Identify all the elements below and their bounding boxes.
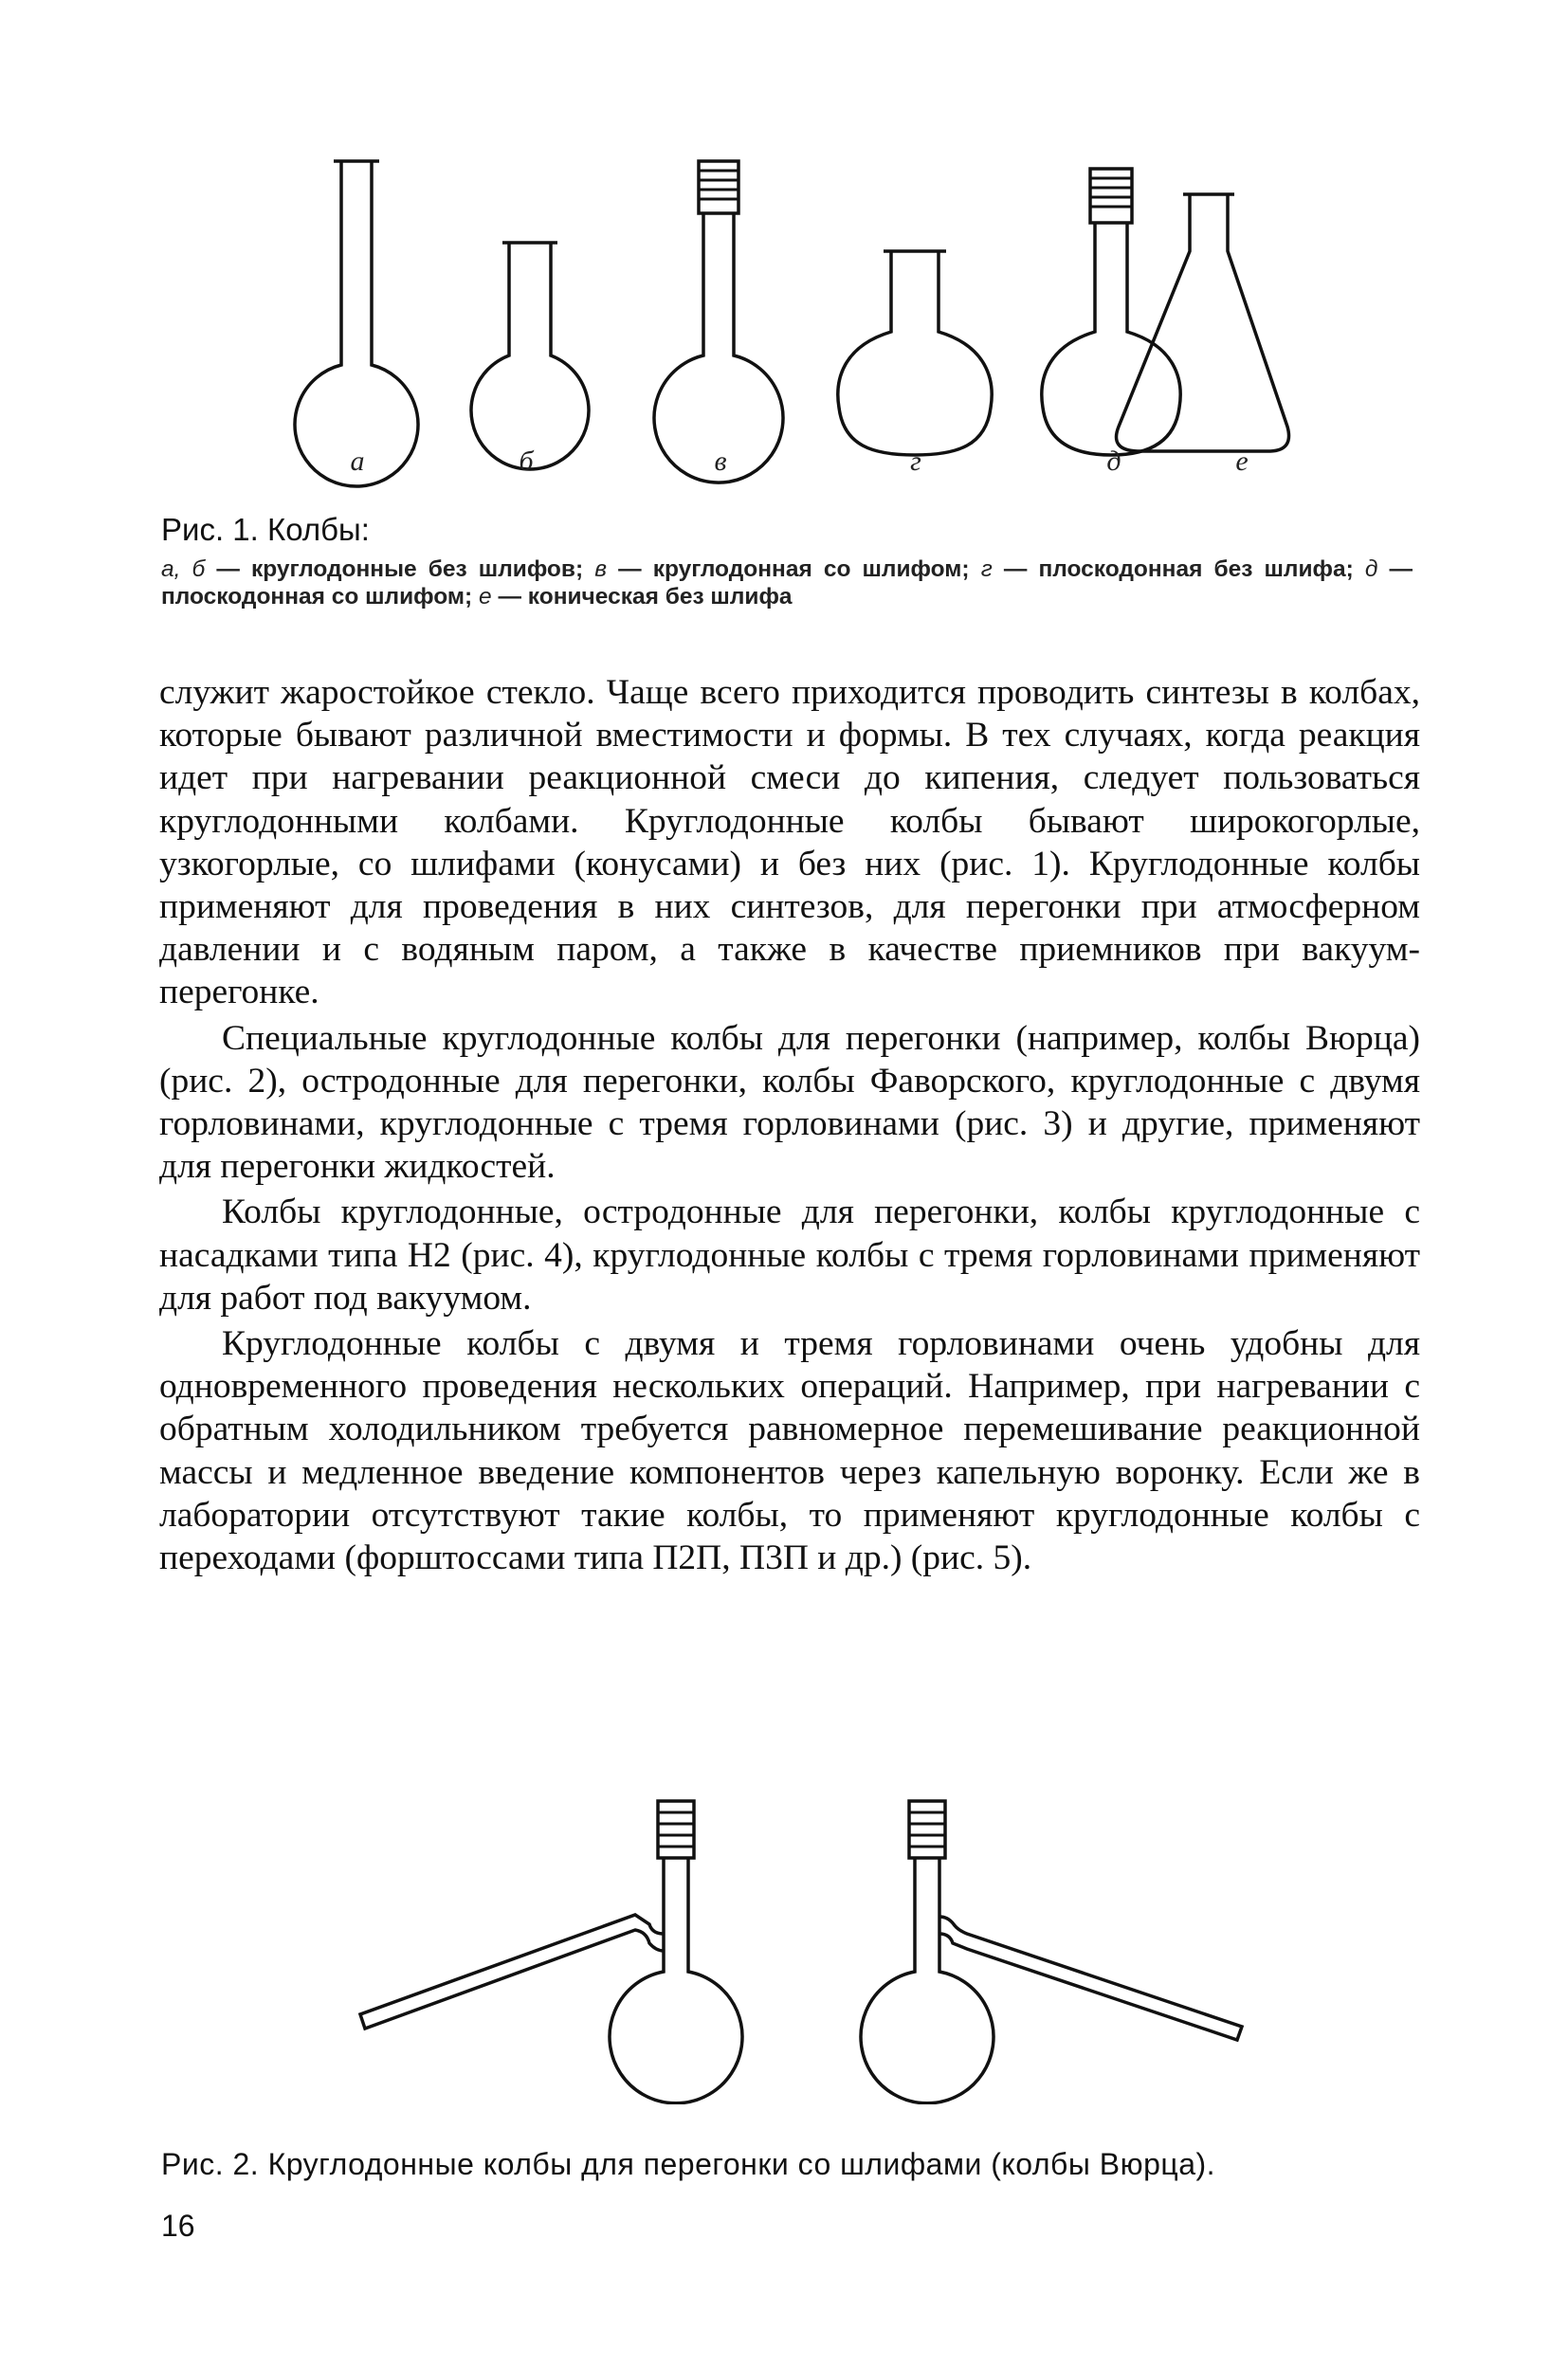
legend-key: д <box>1364 556 1378 582</box>
figure-1-label-d: д <box>1106 446 1121 477</box>
figure-1-label-a: а <box>350 446 365 477</box>
legend-key: г <box>980 556 993 582</box>
legend-text: — круглодонные без шлифов; <box>205 556 595 582</box>
figure-1-flasks <box>284 142 1327 493</box>
paragraph: Круглодонные колбы с двумя и тремя горловинами очень удобны для одновременного проведения нескольких операций. Например, при нагревании с обратным холодильником требуется равномерное перемешивание реакционной массы и медленное введение компонентов через капельную воронку. Если же в лаборатории отсутствуют такие колбы, то применяют круглодонные колбы с переходами (форштоссами типа П2П, П3П и др.) (рис. 5). <box>159 1324 1420 1578</box>
legend-text: — плоскодонная без шлифа; <box>992 556 1365 582</box>
figure-1-caption-title: Рис. 1. Колбы: <box>161 512 370 547</box>
flask-e-drawing <box>1117 194 1289 451</box>
legend-key: е <box>479 584 492 610</box>
flask-b-drawing <box>471 243 589 469</box>
figure-1-label-v: в <box>714 446 727 477</box>
legend-text: — плоскодонная со шлифом; <box>161 556 1413 610</box>
flask-v-drawing <box>654 161 783 482</box>
page-number: 16 <box>161 2209 195 2243</box>
body-text <box>159 671 1420 1579</box>
legend-key: в <box>594 556 608 582</box>
paragraph: Колбы круглодонные, остродонные для перегонки, колбы круглодонные с насадками типа Н2 (рис. 4), круглодонные колбы с тремя горловинами применяют для работ под вакуумом. <box>159 1192 1420 1318</box>
figure-1-label-g: г <box>910 446 921 477</box>
flask-d-drawing <box>1042 169 1180 455</box>
legend-key: а, б <box>161 556 206 582</box>
figure-1-label-b: б <box>519 446 534 477</box>
figure-2-caption: Рис. 2. Круглодонные колбы для перегонки со шлифами (колбы Вюрца). <box>161 2147 1216 2181</box>
legend-text: — круглодонная со шлифом; <box>607 556 981 582</box>
figure-1-label-e: е <box>1235 446 1249 477</box>
wurtz-flask-left-drawing <box>360 1801 742 2103</box>
paragraph: Специальные круглодонные колбы для перегонки (например, колбы Вюрца) (рис. 2), остродонные для перегонки, колбы Фаворского, круглодонные с двумя горловинами, круглодонные с тремя горловинами (рис. 3) и другие, применяют для перегонки жидкостей. <box>159 1018 1420 1187</box>
paragraph: служит жаростойкое стекло. Чаще всего приходится проводить синтезы в колбах, которые бывают различной вместимости и формы. В тех случаях, когда реакция идет при нагревании реакционной смеси до кипения, следует пользоваться круглодонными колбами. Круглодонные колбы бывают широкогорлые, узкогорлые, со шлифами (конусами) и без них (рис. 1). Круглодонные колбы применяют для проведения в них синтезов, для перегонки при атмосферном давлении и с водяным паром, а также в качестве приемников при вакуум-перегонке. <box>159 673 1420 1012</box>
flask-a-drawing <box>295 161 418 486</box>
figure-2-wurtz-flasks <box>351 1792 1251 2104</box>
flask-g-drawing <box>838 251 992 455</box>
wurtz-flask-right-drawing <box>861 1801 1242 2103</box>
legend-text: — коническая без шлифа <box>491 584 793 610</box>
figure-1-legend <box>161 555 1413 610</box>
